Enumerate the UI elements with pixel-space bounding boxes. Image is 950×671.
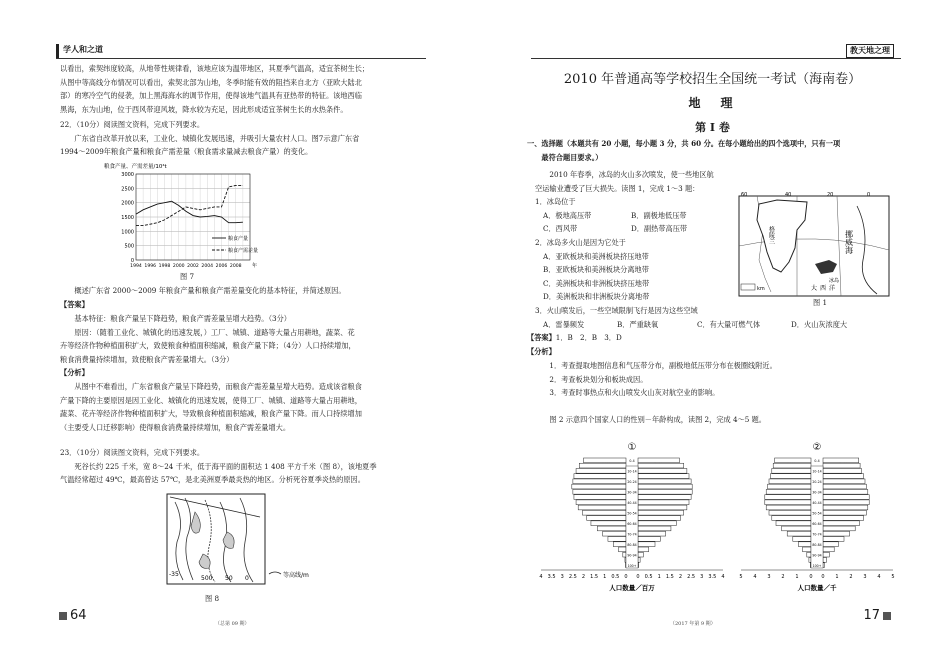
x-tick-label: 4 [539,574,543,580]
female-bar [823,500,869,505]
analysis-label: 【分析】 [527,347,556,356]
age-label: 60-64 [812,521,822,526]
y-tick-label: 0 [130,258,134,264]
x-tick-label: 2.5 [568,574,577,580]
female-bar [638,505,687,510]
female-bar [823,484,866,489]
q22-text [60,118,359,159]
male-bar [582,510,626,515]
x-tick-label: 2000 [172,264,185,269]
option[interactable]: D．火山灰浓度大 [791,319,848,329]
female-bar [638,547,649,552]
exam-title: 2010 年普通高等学校招生全国统一考试（海南卷） [563,72,862,87]
legend-label: 粮食产需差量 [228,248,259,254]
sea-label: 挪威海 [844,230,854,254]
age-label: 60-64 [627,521,637,526]
analysis-label: 【分析】 [60,368,89,377]
female-bar [638,526,671,531]
female-bar [823,552,829,557]
x-tick-label: 4 [721,574,725,580]
x-tick-label: 1996 [144,264,157,269]
male-bar [574,474,626,479]
lon-tick: 40 [785,192,792,198]
subject-title: 地 理 [688,96,737,110]
age-label: 80-84 [627,542,637,547]
fig7-caption: 图 7 [180,272,195,281]
right-header-rule [531,58,901,59]
left-header-label: 学人和之道 [56,44,103,58]
pyramid-number: ① [627,442,637,453]
x-tick-label: 2 [581,574,586,580]
x-tick-label: 2.5 [687,574,696,580]
male-bar [775,458,811,463]
female-bar [638,552,643,557]
answer-label: 【答案】 [60,300,89,309]
x-tick-label: 0.5 [611,574,620,580]
male-bar [573,489,626,494]
x-tick-label: 3 [863,574,867,580]
x-tick-label: 3.5 [708,574,717,580]
male-bar [768,484,811,489]
female-bar [638,500,689,505]
male-bar [773,463,811,468]
page-number-text: 17 [863,608,880,623]
age-label: 90-94 [627,553,637,558]
stem-text [535,168,714,195]
male-bar [787,531,811,536]
x-tick-label: 0 [821,574,825,580]
female-bar [638,558,640,563]
y-tick-label: 2500 [121,186,134,193]
x-axis-label: 人口数量／百万 [609,584,655,592]
male-bar [613,542,626,547]
option[interactable]: C．美洲板块和非洲板块挤压地带 [543,278,650,288]
male-bar [769,479,811,484]
pyramid-number: ② [812,442,822,453]
options-row [535,222,687,236]
x-tick-label: 3 [767,574,771,580]
male-bar [608,537,626,542]
age-label: 70-74 [627,532,637,537]
analysis-line: 蔬菜、花卉等经济作物种植面积扩大，导致粮食种植面积缩减，粮食产量下降。而人口持续增加 [60,409,362,419]
page-marker [59,612,67,620]
x-tick-label: 5 [739,574,743,580]
female-bar [638,474,689,479]
question-stem: 2．冰岛多火山是因为它处于 [535,238,626,247]
male-bar [576,500,626,505]
series-line [136,185,243,225]
question-stem: 3．火山喷发后，一些空域限制飞行是因为这些空域 [535,306,698,315]
female-bar [823,521,859,526]
question-2 [535,236,649,304]
x-tick-label: 0 [809,574,813,580]
right-footer: （2017 年第 9 期） [670,621,716,627]
series-line [136,201,243,223]
male-bar [578,505,626,510]
age-label: 0-4 [629,459,635,464]
age-label: 100+ [627,563,637,568]
male-bar [574,495,626,500]
analysis-line: 2．考查板块划分和板块成因。 [535,374,648,384]
x-tick-label: 4 [753,574,757,580]
q23-line: 气温经常超过 49℃，最高曾达 57℃，是北美洲夏季最炎热的地区。分析死谷夏季炎热的原因。 [60,475,365,485]
scale-label: km [757,286,765,292]
analysis-line: 1．考查提取地图信息和气压带分布，副极地低压带分布在极圈线附近。 [535,361,777,370]
stem-line: 2010 年春季，冰岛的火山多次喷发，使一些地区航 [535,170,714,179]
fig8-caption: 图 8 [205,594,220,603]
pyramid-2-chart [737,440,897,600]
male-bar [809,558,811,563]
female-bar [823,563,824,568]
female-bar [638,510,684,515]
lon-tick: 60 [741,192,748,198]
x-tick-label: 2 [849,574,853,580]
answer-line: 卉等经济作物种植面积扩大，致使粮食种植面积缩减，粮食产量下降；（4分）人口持续增加， [60,341,356,351]
female-bar [638,489,692,494]
q23-line: 死谷长约 225 千米，宽 8～24 千米，低于海平面的面积达 1 408 平方千米（图 8），该地夏季 [60,461,377,471]
x-tick-label: 1 [795,574,799,580]
male-bar [584,458,627,463]
answer-text: 1．B 2．B 3．D [555,333,622,342]
male-bar [572,484,626,489]
q22-line: 广东省自改革开放以来，工业化、城镇化发展迅速，并吸引大量农村人口。图7示意广东省 [60,133,360,143]
option[interactable]: D．副热带高压带 [631,224,688,234]
answer-text [60,312,356,366]
analysis-line: 产量下降的主要原因是因工业化、城镇化的迅速发展，使得工厂、城镇、道路等大量占用耕地， [60,395,362,405]
ocean-label: 大西洋 [811,285,839,292]
x-tick-label: 3 [560,574,564,580]
x-tick-label: 1998 [158,264,171,269]
x-tick-label: 1.5 [590,574,599,580]
age-label: 90-94 [812,553,822,558]
age-label: 100+ [812,563,822,568]
x-tick-label: 2 [781,574,785,580]
age-label: 20-24 [812,480,822,485]
y-tick-label: 2000 [121,200,134,207]
iceland-label: 冰岛 [829,278,840,284]
x-tick-label: 0.5 [644,574,653,580]
female-bar [823,468,862,473]
age-label: 10-14 [812,469,822,474]
analysis-text [60,380,362,434]
instructions [527,137,840,164]
intro-paragraph [60,62,369,116]
age-label: 10-14 [627,469,637,474]
female-bar [823,489,868,494]
legend-label: 粮食产量 [228,236,249,242]
q23-line: 23．（10分）阅读图文资料，完成下列要求。 [60,448,205,457]
male-bar [619,547,626,552]
male-bar [576,468,626,473]
x-tick-label: 2004 [201,264,214,269]
option[interactable]: B．严重缺氧 [617,319,659,329]
stem-line: 空运输业遭受了巨大损失。读图 1，完成 1～3 题： [535,183,700,193]
left-footer: （总第 09 期） [215,621,250,627]
q22-line: 1994～2009年粮食产量和粮食产需差量（粮食需求量减去粮食产量）的变化。 [60,147,313,157]
option[interactable]: B．亚欧板块和美洲板块分离地带 [543,265,649,275]
female-bar [823,547,834,552]
fig8-contour-label: 500 [201,575,213,582]
x-tick-label: 4 [877,574,881,580]
female-bar [823,510,866,515]
fig8-contour-label: 0 [245,575,249,582]
x-tick-label: 5 [891,574,895,580]
x-tick-label: 1 [657,574,661,580]
male-bar [597,526,626,531]
answer-label: 【答案】 [527,333,556,342]
figure-8-map [165,492,310,592]
q22-question: 概述广东省 2000～2009 年粮食产量和粮食产需差量变化的基本特征，并简述原因。 [60,286,346,295]
x-tick-label: 2006 [215,264,228,269]
female-bar [823,505,868,510]
male-bar [782,526,811,531]
left-header-rule [56,58,426,59]
male-bar [766,489,811,494]
x-tick-label: 3.5 [547,574,556,580]
age-label: 80-84 [812,542,822,547]
male-bar [587,516,626,521]
intro-line: 以看出，索契纬度较高，从地带性规律看，该地应该为温带地区，其夏季气温高，适宜茶树生长； [60,64,370,73]
female-bar [823,495,869,500]
x-axis-label: 人口数量／千 [797,584,837,592]
instruction-line: 一、选择题（本题共有 20 小题，每小题 3 分，共 60 分。在每小题给出的四个选项中，只有一项 [527,139,841,148]
y-axis-label: 粮食产量、产需差量/10⁴t [104,164,167,170]
male-bar [807,552,811,557]
female-bar [823,537,844,542]
male-bar [793,537,811,542]
female-bar [823,558,827,563]
male-bar [603,531,626,536]
options-row [535,209,687,223]
option[interactable]: C．有大量可燃气体 [697,319,761,329]
y-tick-label: 1500 [121,215,134,221]
fig8-contour-label: 50 [225,575,233,582]
x-tick-label: 0 [624,574,628,580]
age-label: 70-74 [812,532,822,537]
x-tick-label: 0 [636,574,640,580]
female-bar [638,542,655,547]
x-tick-label: 2 [678,574,683,580]
option[interactable]: A．极地高压带 [543,210,592,220]
x-tick-label: 1.5 [665,574,674,580]
male-bar [579,463,626,468]
y-tick-label: 1000 [121,229,134,236]
answer-line: 基本特征：粮食产量呈下降趋势，粮食产需差量呈增大趋势。（3分） [60,314,291,323]
greenland-label: 格陵兰 [767,226,775,244]
age-label: 40-44 [812,501,822,506]
lon-tick: 0 [867,192,871,198]
x-tick-label: 1 [835,574,839,580]
right-header-label: 教天地之理 [846,44,894,58]
male-bar [766,505,811,510]
female-bar [638,484,692,489]
intro-line: 从图中等高线分布情况可以看出，索契北部为山地，冬季时能有效的阻挡来自北方（亚欧大陆北 [60,77,362,87]
q22-line: 22．（10分）阅读图文资料，完成下列要求。 [60,120,205,129]
instruction-line: 最符合题目要求。） [527,152,603,162]
x-tick-label: 2008 [229,264,242,269]
question-stem: 1．冰岛位于 [535,197,576,206]
male-bar [573,479,626,484]
female-bar [638,521,676,526]
x-tick-label: 1994 [130,264,142,269]
female-bar [638,531,666,536]
answer-row [527,331,622,345]
age-label: 0-4 [814,459,820,464]
female-bar [638,516,681,521]
male-bar [765,495,811,500]
age-label: 30-34 [627,490,637,495]
female-bar [638,458,679,463]
intro-line: 黑海，东为山地，位于西风带迎风坡，降水较为充足，因此形成适宜茶树生长的水热条件。 [60,104,348,114]
x-tick-label: 3 [700,574,704,580]
male-bar [770,474,811,479]
male-bar [776,521,811,526]
lon-tick: 20 [827,192,834,198]
male-bar [803,547,811,552]
female-bar [823,479,865,484]
female-bar [823,474,864,479]
male-bar [765,500,811,505]
female-bar [638,537,660,542]
analysis-text [535,359,777,400]
left-page-number [56,608,87,623]
options-row [535,318,847,332]
age-label: 50-54 [812,511,822,516]
male-bar [769,510,811,515]
option[interactable]: C．西风带 [543,224,578,234]
figure-7-chart [100,160,300,272]
y-tick-label: 3000 [121,172,134,178]
question-1 [535,195,687,236]
answer-line: 原因：（随着工业化、城镇化的迅速发展，）工厂、城镇、道路等大量占用耕地，蔬菜、花 [60,327,355,337]
female-bar [823,526,855,531]
age-label: 40-44 [627,501,637,506]
fig8-legend-label: 等高线/m [283,572,309,579]
question-3 [535,304,847,331]
female-bar [823,463,860,468]
male-bar [623,552,626,557]
female-bar [638,463,684,468]
option[interactable]: A．雷暴频发 [543,319,585,329]
intro-line: 部）的寒冷空气的侵袭，加上黑海海水的调节作用，使得该地气温具有亚热带的特征。该地西临 [60,91,362,101]
female-bar [638,495,691,500]
pyramid-1-chart [537,440,727,600]
female-bar [823,531,850,536]
option[interactable]: B．副极地低压带 [631,210,687,220]
age-label: 20-24 [627,480,637,485]
fig8-contour-label: -35 [169,571,179,578]
x-tick-label: 2002 [187,264,199,269]
option[interactable]: A．亚欧板块和美洲板块挤压地带 [543,251,649,261]
contour-legend-symbol [269,572,281,574]
x-tick-label: 1 [603,574,607,580]
page-number-text: 64 [70,608,87,623]
volume-title: 第 I 卷 [695,121,730,134]
y-tick-label: 500 [124,243,134,250]
fig2-intro: 图 2 示意四个国家人口的性别－年龄构成，读图 2，完成 4～5 题。 [535,415,766,424]
female-bar [638,479,691,484]
answer-line: 粮食消费量持续增加，致使粮食产需差量增大。（3分） [60,354,234,364]
analysis-line: 从图中不难看出，广东省粮食产量呈下降趋势，而粮食产需差量呈增大趋势。造成该省粮食 [60,382,362,391]
option[interactable]: D．美洲板块和非洲板块分离地带 [543,292,650,302]
analysis-line: 3．考查时事热点和火山喷发火山灰对航空业的影响。 [535,388,720,398]
male-bar [772,468,811,473]
right-page [475,0,950,671]
age-label: 50-54 [627,511,637,516]
female-bar [638,468,687,473]
female-bar [823,542,838,547]
figure-1-map [737,190,897,308]
q23-text [60,446,377,487]
male-bar [772,516,811,521]
x-axis-label: 年 [252,263,258,269]
age-label: 30-34 [812,490,822,495]
female-bar [823,458,859,463]
page-marker [883,612,891,620]
male-bar [798,542,811,547]
female-bar [823,516,864,521]
analysis-line: （主要受人口迁移影响）使得粮食消费量持续增加，粮食产需差量增大。 [60,422,291,432]
fig1-caption: 图 1 [813,298,828,307]
male-bar [591,521,626,526]
right-page-number [863,608,894,623]
